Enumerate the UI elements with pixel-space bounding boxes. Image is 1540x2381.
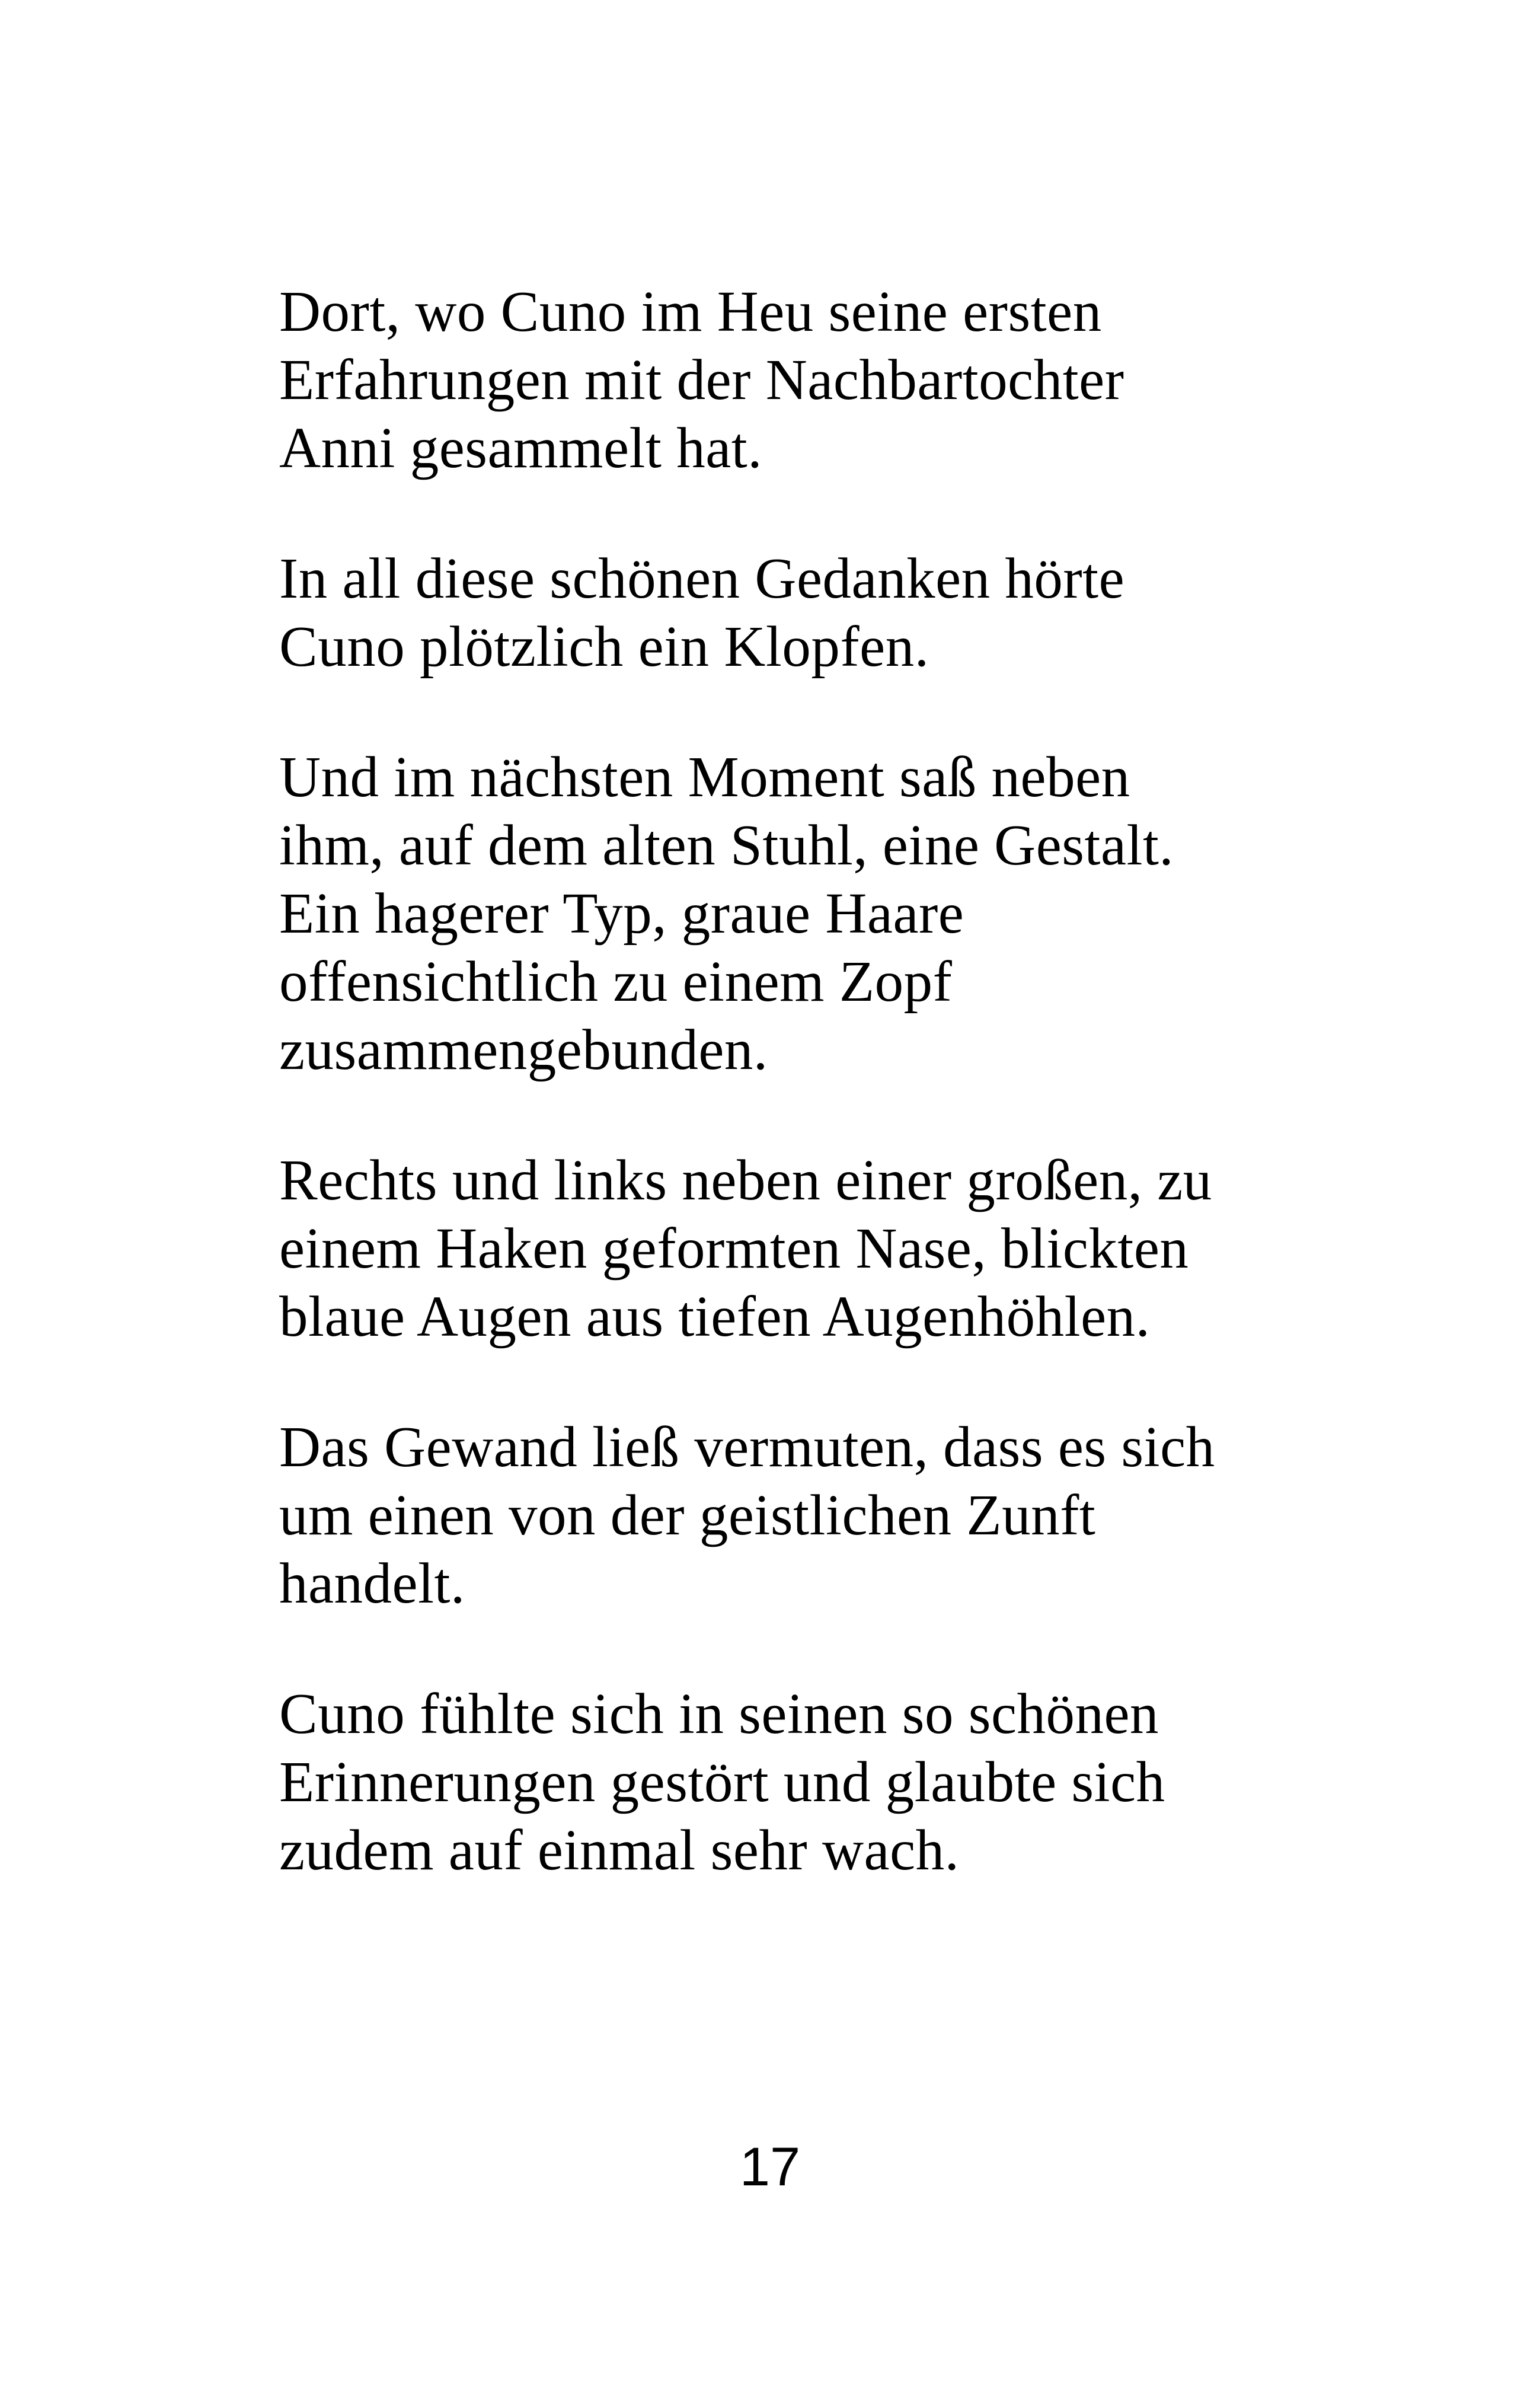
text-line: Anni gesammelt hat. (279, 416, 762, 480)
text-line: ihm, auf dem alten Stuhl, eine Gestalt. (279, 813, 1174, 877)
text-line: Erfahrungen mit der Nachbartochter (279, 348, 1124, 411)
text-line: blaue Augen aus tiefen Augenhöhlen. (279, 1285, 1151, 1348)
text-line: Cuno plötzlich ein Klopfen. (279, 615, 929, 678)
paragraph-1 (279, 277, 1287, 482)
text-line: Und im nächsten Moment saß neben (279, 745, 1130, 809)
text-line: Ein hagerer Typ, graue Haare (279, 882, 964, 945)
text-line: Rechts und links neben einer großen, zu (279, 1148, 1212, 1212)
paragraph-5 (279, 1413, 1287, 1617)
body-text (279, 277, 1287, 1946)
text-line: zusammengebunden. (279, 1018, 768, 1081)
text-line: um einen von der geistlichen Zunft (279, 1483, 1096, 1547)
text-line: In all diese schönen Gedanken hörte (279, 547, 1125, 610)
text-line: Dort, wo Cuno im Heu seine ersten (279, 280, 1102, 343)
paragraph-4 (279, 1146, 1287, 1351)
text-line: zudem auf einmal sehr wach. (279, 1818, 960, 1882)
text-line: einem Haken geformten Nase, blickten (279, 1217, 1189, 1280)
text-line: Cuno fühlte sich in seinen so schönen (279, 1682, 1159, 1745)
text-line: Erinnerungen gestört und glaubte sich (279, 1750, 1165, 1814)
page-number: 17 (739, 2137, 801, 2197)
text-line: handelt. (279, 1552, 465, 1615)
text-line: offensichtlich zu einem Zopf (279, 950, 953, 1013)
paragraph-2 (279, 544, 1287, 681)
paragraph-6 (279, 1680, 1287, 1884)
paragraph-3 (279, 743, 1287, 1084)
text-line: Das Gewand ließ vermuten, dass es sich (279, 1415, 1215, 1479)
